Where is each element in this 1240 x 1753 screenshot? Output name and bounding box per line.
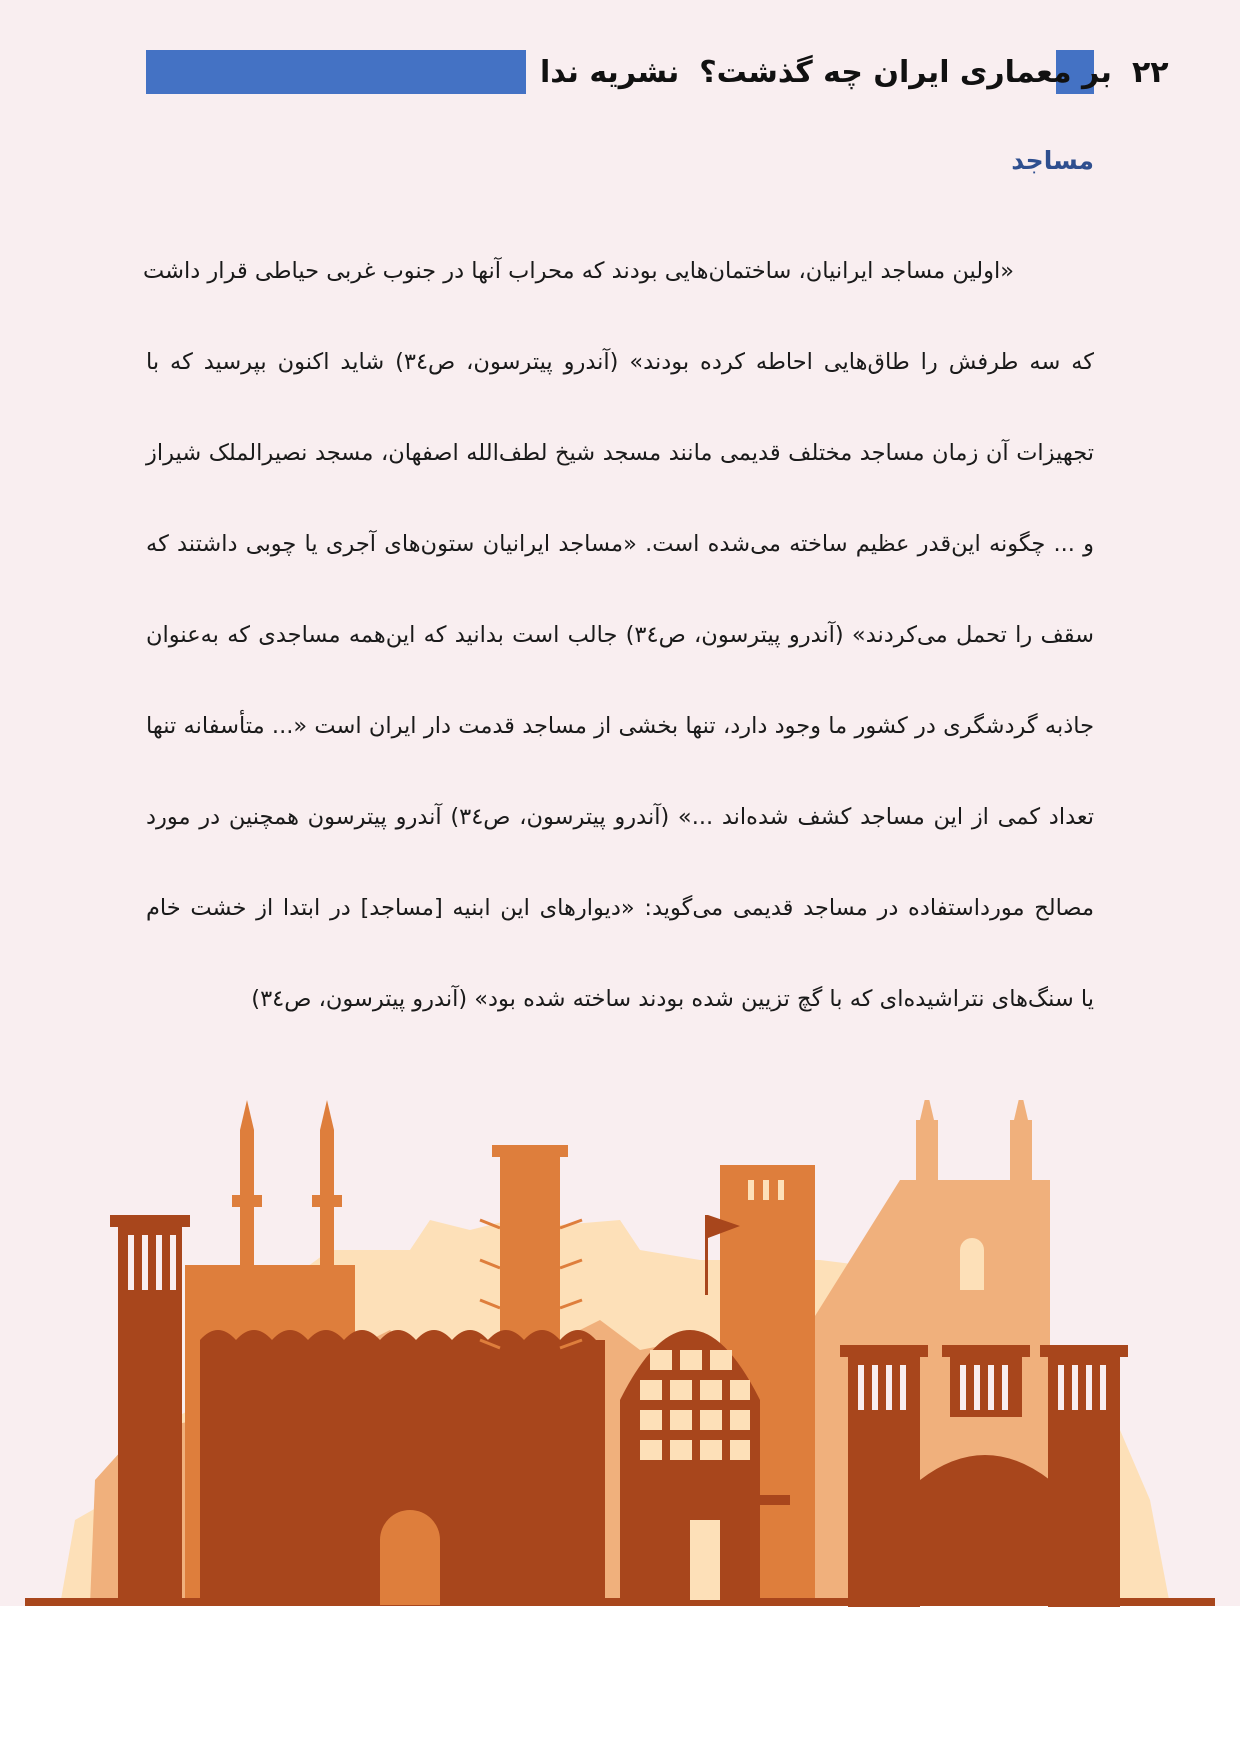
issue-title: بر معماری ایران چه گذشت؟: [699, 54, 1112, 90]
paragraph-line: تجهیزات آن زمان مساجد مختلف قدیمی مانند مسجد شیخ لطف‌الله اصفهان، مسجد نصیرالملک شیراز: [146, 440, 1094, 466]
paragraph-line: که سه طرفش را طاق‌هایی احاطه کرده بودند» (آندرو پیترسون، ص۳٤) شاید اکنون بپرسید که با: [146, 349, 1094, 375]
paragraph-line: و ... چگونه این‌قدر عظیم ساخته می‌شده است. «مساجد ایرانیان ستون‌های آجری یا چوبی داشتند که: [146, 531, 1094, 557]
article-body: [143, 250, 1095, 1069]
paragraph-line: یا سنگ‌های نتراشیده‌ای که با گچ تزیین شده بودند ساخته شده بود» (آندرو پیترسون، ص۳٤): [251, 986, 1094, 1012]
iranian-architecture-skyline-icon: [0, 1100, 1240, 1610]
header-decoration-bar: [146, 50, 526, 94]
section-heading: مساجد: [1011, 146, 1094, 175]
paragraph-line: «اولین مساجد ایرانیان، ساختمان‌هایی بودند که محراب آنها در جنوب غربی حیاطی قرار داشت: [143, 258, 1014, 284]
paragraph-line: سقف را تحمل می‌کردند» (آندرو پیترسون، ص۳٤) جالب است بدانید که این‌همه مساجدی که به‌عنوان: [146, 622, 1095, 648]
paragraph-line: جاذبه گردشگری در کشور ما وجود دارد، تنها بخشی از مساجد قدمت دار ایران است «... متأسفانه تنها: [146, 713, 1094, 739]
magazine-name: نشریه ندا: [540, 54, 680, 90]
page-number: ۲۲: [1131, 54, 1169, 90]
running-header: [540, 48, 1169, 96]
paragraph-line: تعداد کمی از این مساجد کشف شده‌اند ...» (آندرو پیترسون، ص۳٤) آندرو پیترسون همچنین در مورد: [146, 804, 1094, 830]
paragraph-line: مصالح مورداستفاده در مساجد قدیمی می‌گوید: «دیوارهای این ابنیه [مساجد] در ابتدا از خشت خام: [146, 895, 1094, 921]
